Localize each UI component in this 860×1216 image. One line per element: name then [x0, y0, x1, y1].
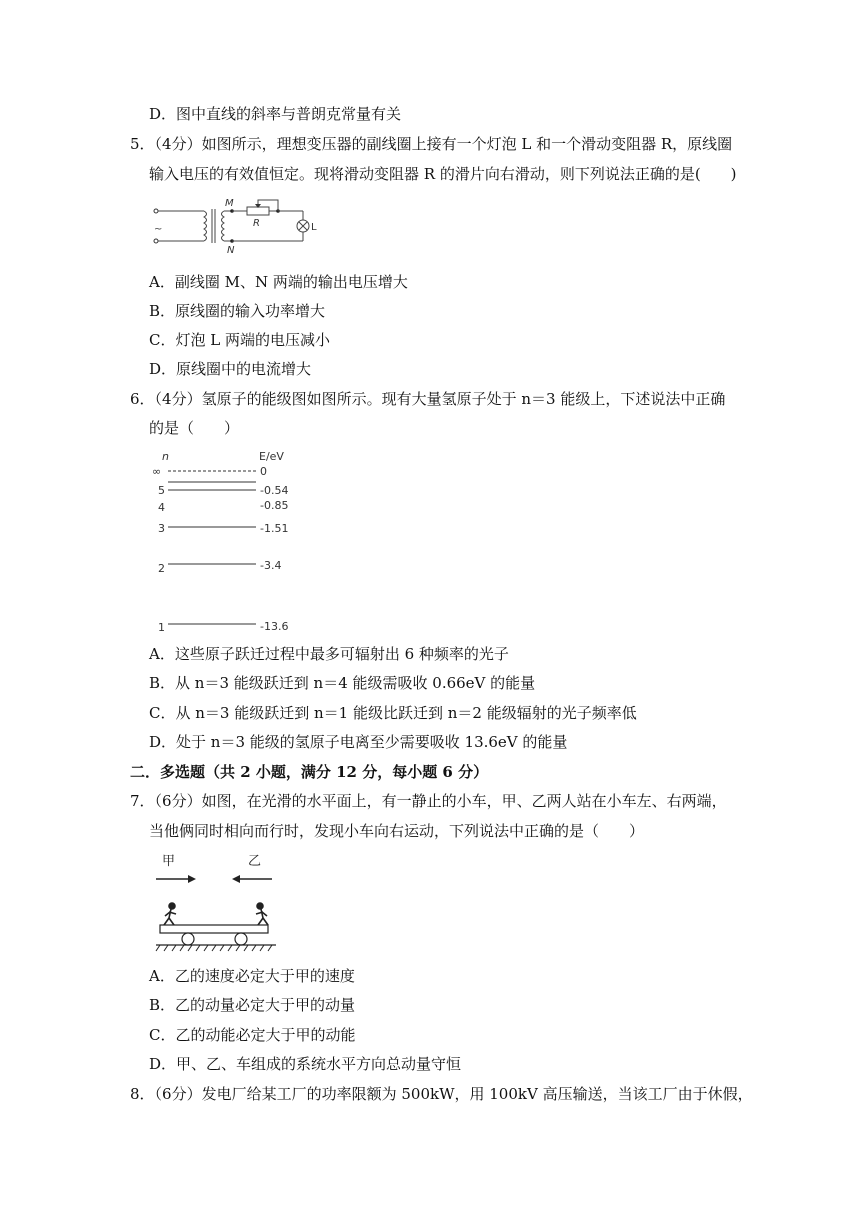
- section-2-title: 二．多选题（共 2 小题，满分 12 分，每小题 6 分）: [130, 763, 489, 781]
- q5-stem-line2: 输入电压的有效值恒定。现将滑动变阻器 R 的滑片向右滑动，则下列说法正确的是( ): [149, 165, 737, 183]
- level-e-5: -0.54: [260, 484, 289, 497]
- transformer-circuit-figure: [148, 195, 318, 255]
- label-l: L: [311, 222, 317, 233]
- secondary-coil: [222, 211, 225, 241]
- q7-stem-line1: 7．（6分）如图，在光滑的水平面上，有一静止的小车，甲、乙两人站在小车左、右两端，: [130, 792, 727, 810]
- person-right-icon: [256, 903, 268, 925]
- q5-option-b: B．原线圈的输入功率增大: [149, 302, 326, 320]
- q7-stem-line2: 当他俩同时相向而行时，发现小车向右运动，下列说法中正确的是（ ）: [149, 822, 645, 840]
- level-n-2: 2: [158, 562, 165, 575]
- ground-hatching: [156, 945, 272, 951]
- q6-option-c: C．从 n＝3 能级跃迁到 n＝1 能级比跃迁到 n＝2 能级辐射的光子频率低: [149, 704, 637, 722]
- q7-option-b: B．乙的动量必定大于甲的动量: [149, 996, 356, 1014]
- wheel-left: [182, 933, 194, 945]
- level-e-inf: 0: [260, 465, 267, 478]
- level-n-5: 5: [158, 484, 165, 497]
- wheel-right: [235, 933, 247, 945]
- q6-option-d: D．处于 n＝3 能级的氢原子电离至少需要吸收 13.6eV 的能量: [149, 733, 568, 751]
- label-r: R: [253, 218, 260, 229]
- n-header: n: [162, 450, 169, 463]
- level-n-inf: ∞: [152, 465, 162, 478]
- e-header: E/eV: [259, 450, 284, 463]
- q7-option-c: C．乙的动能必定大于甲的动能: [149, 1026, 356, 1044]
- rheostat-r: [247, 207, 269, 215]
- q6-option-a: A．这些原子跃迁过程中最多可辐射出 6 种频率的光子: [149, 645, 509, 663]
- level-e-2: -3.4: [260, 559, 282, 572]
- q5-stem-line1: 5．（4分）如图所示，理想变压器的副线圈上接有一个灯泡 L 和一个滑动变阻器 R，原线圈: [130, 135, 733, 153]
- level-n-3: 3: [158, 522, 165, 535]
- label-n: N: [227, 245, 235, 256]
- q5-option-c: C．灯泡 L 两端的电压减小: [149, 331, 330, 349]
- q7-option-d: D．甲、乙、车组成的系统水平方向总动量守恒: [149, 1055, 462, 1073]
- rheostat-slider-wire: [258, 200, 278, 211]
- level-e-3: -1.51: [260, 522, 289, 535]
- cart-figure: [152, 850, 282, 955]
- level-n-4: 4: [158, 501, 165, 514]
- q6-stem-line2: 的是（ ）: [149, 419, 240, 437]
- label-jia: 甲: [162, 854, 176, 869]
- label-m: M: [225, 198, 234, 209]
- input-terminal-bottom: [154, 239, 158, 243]
- q5-option-a: A．副线圈 M、N 两端的输出电压增大: [149, 273, 408, 291]
- primary-coil: [204, 211, 207, 241]
- q8-stem-line1: 8．（6分）发电厂给某工厂的功率限额为 500kW，用 100kV 高压输送，当该工厂由于休假，: [130, 1085, 753, 1103]
- q6-stem-line1: 6．（4分）氢原子的能级图如图所示。现有大量氢原子处于 n＝3 能级上，下述说法中正确: [130, 390, 726, 408]
- ac-symbol: ~: [154, 224, 163, 235]
- q4-option-d: D．图中直线的斜率与普朗克常量有关: [149, 105, 402, 123]
- cart-body: [160, 925, 268, 933]
- level-e-1: -13.6: [260, 620, 289, 633]
- q5-option-d: D．原线圈中的电流增大: [149, 360, 312, 378]
- input-terminal-top: [154, 209, 158, 213]
- level-n-1: 1: [158, 621, 165, 634]
- person-left-icon: [164, 903, 176, 925]
- q7-option-a: A．乙的速度必定大于甲的速度: [149, 967, 355, 985]
- q6-option-b: B．从 n＝3 能级跃迁到 n＝4 能级需吸收 0.66eV 的能量: [149, 674, 536, 692]
- energy-level-diagram: [148, 448, 308, 638]
- level-e-4: -0.85: [260, 499, 289, 512]
- label-yi: 乙: [248, 854, 262, 869]
